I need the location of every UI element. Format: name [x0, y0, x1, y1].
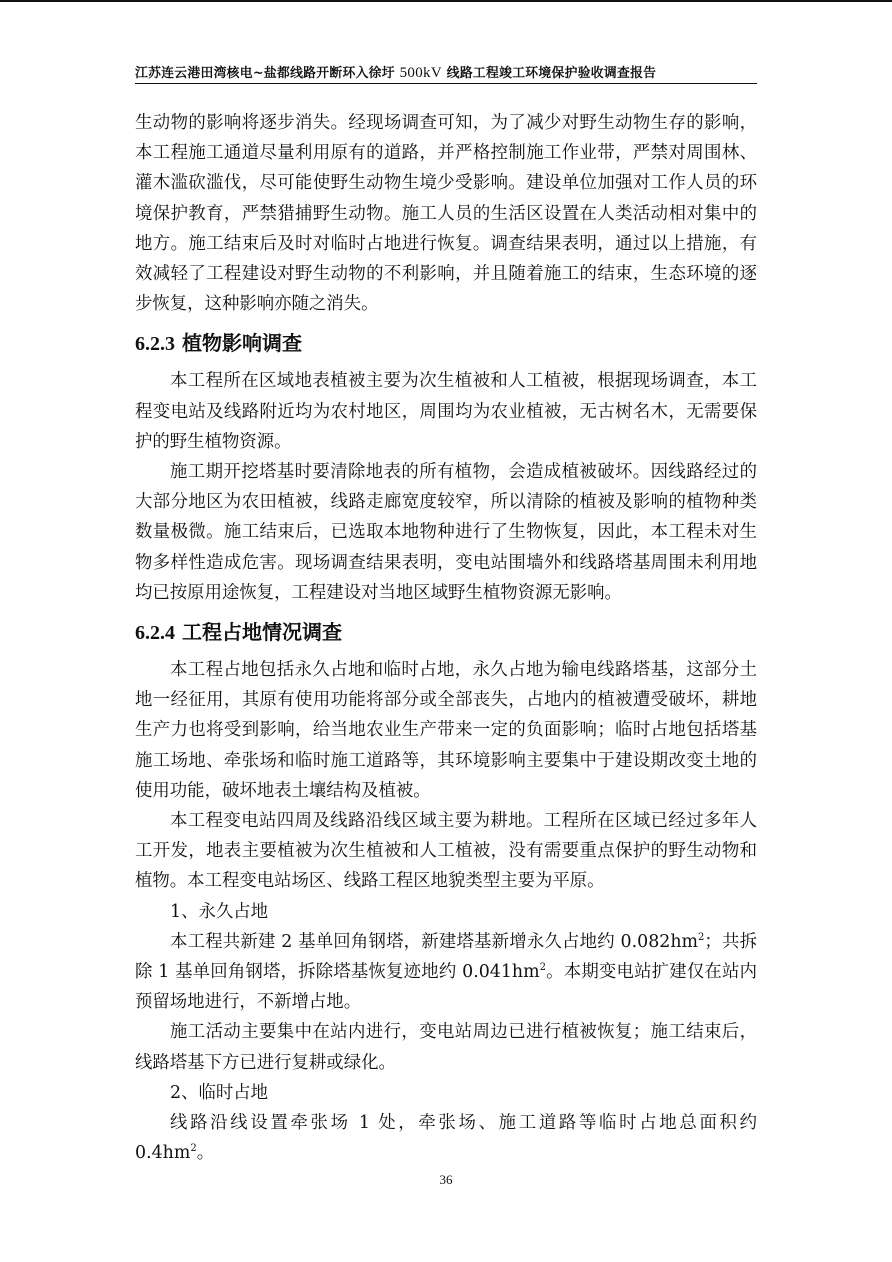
- paragraph-vegetation-1: 本工程所在区域地表植被主要为次生植被和人工植被，根据现场调查，本工程变电站及线路附近均为农村地区，周围均为农业植被，无古树名木，无需要保护的野生植物资源。: [135, 371, 757, 452]
- text-segment: 线路沿线设置牵张场 1 处，牵张场、施工道路等临时占地总面积约 0.4hm: [135, 1113, 757, 1164]
- section-number: 6.2.3: [135, 333, 175, 356]
- paragraph-permanent-land-2: 施工活动主要集中在站内进行，变电站周边已进行植被恢复；施工结束后，线路塔基下方已进行复耕或绿化。: [135, 1022, 757, 1073]
- header-voltage: 500kV: [399, 65, 442, 81]
- paragraph-temporary-land: [135, 1108, 757, 1168]
- superscript: 2: [190, 1143, 197, 1155]
- section-heading-6-2-4: [135, 614, 757, 651]
- running-header: [135, 63, 757, 84]
- subheading-temporary-land: 2、临时占地: [170, 1082, 269, 1103]
- header-title-part1: 江苏连云港田湾核电~盐都线路开断环入徐圩: [135, 66, 400, 81]
- section-title: 工程占地情况调查: [175, 620, 342, 645]
- top-border-line: [0, 0, 892, 2]
- superscript: 2: [698, 932, 705, 944]
- page-number: 36: [439, 1172, 453, 1187]
- text-segment: 。: [196, 1143, 215, 1164]
- superscript: 2: [539, 962, 546, 974]
- paragraph-permanent-land-1: [135, 927, 757, 1018]
- section-number: 6.2.4: [135, 622, 175, 645]
- text-segment: 本工程共新建 2 基单回角钢塔，新建塔基新增永久占地约 0.082hm: [170, 931, 699, 952]
- paragraph-vegetation-2: 施工期开挖塔基时要清除地表的所有植物，会造成植被破坏。因线路经过的大部分地区为农田植被，线路走廊宽度较窄，所以清除的植被及影响的植物种类数量极微。施工结束后，已选取本地物种进行了生物恢复，因此，本工程未对生物多样性造成危害。现场调查结果表明，变电站围墙外和线路塔基周围未利用地均已按原用途恢复，工程建设对当地区域野生植物资源无影响。: [135, 462, 757, 603]
- text-segment: ；共拆除 1 基单回角钢塔，拆除塔基恢复迹地约 0.041hm: [135, 931, 757, 983]
- paragraph-intro-continued: 生动物的影响将逐步消失。经现场调查可知，为了减少对野生动物生存的影响，本工程施工通道尽量利用原有的道路，并严格控制施工作业带，严禁对周围林、灌木滥砍滥伐，尽可能使野生动物生境少受影响。建设单位加强对工作人员的环境保护教育，严禁猎捕野生动物。施工人员的生活区设置在人类活动相对集中的地方。施工结束后及时对临时占地进行恢复。调查结果表明，通过以上措施，有效减轻了工程建设对野生动物的不利影响，并且随着施工的结束，生态环境的逐步恢复，这种影响亦随之消失。: [135, 113, 757, 315]
- paragraph-land-use-1: 本工程占地包括永久占地和临时占地，永久占地为输电线路塔基，这部分土地一经征用，其原有使用功能将部分或全部丧失，占地内的植被遭受破坏，耕地生产力也将受到影响，给当地农业生产带来一定的负面影响；临时占地包括塔基施工场地、牵张场和临时施工道路等，其环境影响主要集中于建设期改变土地的使用功能，破坏地表土壤结构及植被。: [135, 660, 757, 801]
- section-title: 植物影响调查: [175, 331, 302, 356]
- page-body: [135, 108, 757, 1169]
- subheading-permanent-land: 1、永久占地: [170, 901, 269, 922]
- header-title-part2: 线路工程竣工环境保护验收调查报告: [441, 66, 657, 81]
- text-segment: 。本期变电站扩建仅在站内预留场地进行，不新增占地。: [135, 962, 757, 1013]
- section-heading-6-2-3: [135, 325, 757, 362]
- paragraph-land-use-2: 本工程变电站四周及线路沿线区域主要为耕地。工程所在区域已经过多年人工开发，地表主要植被为次生植被和人工植被，没有需要重点保护的野生动物和植物。本工程变电站场区、线路工程区地貌类型主要为平原。: [135, 811, 757, 892]
